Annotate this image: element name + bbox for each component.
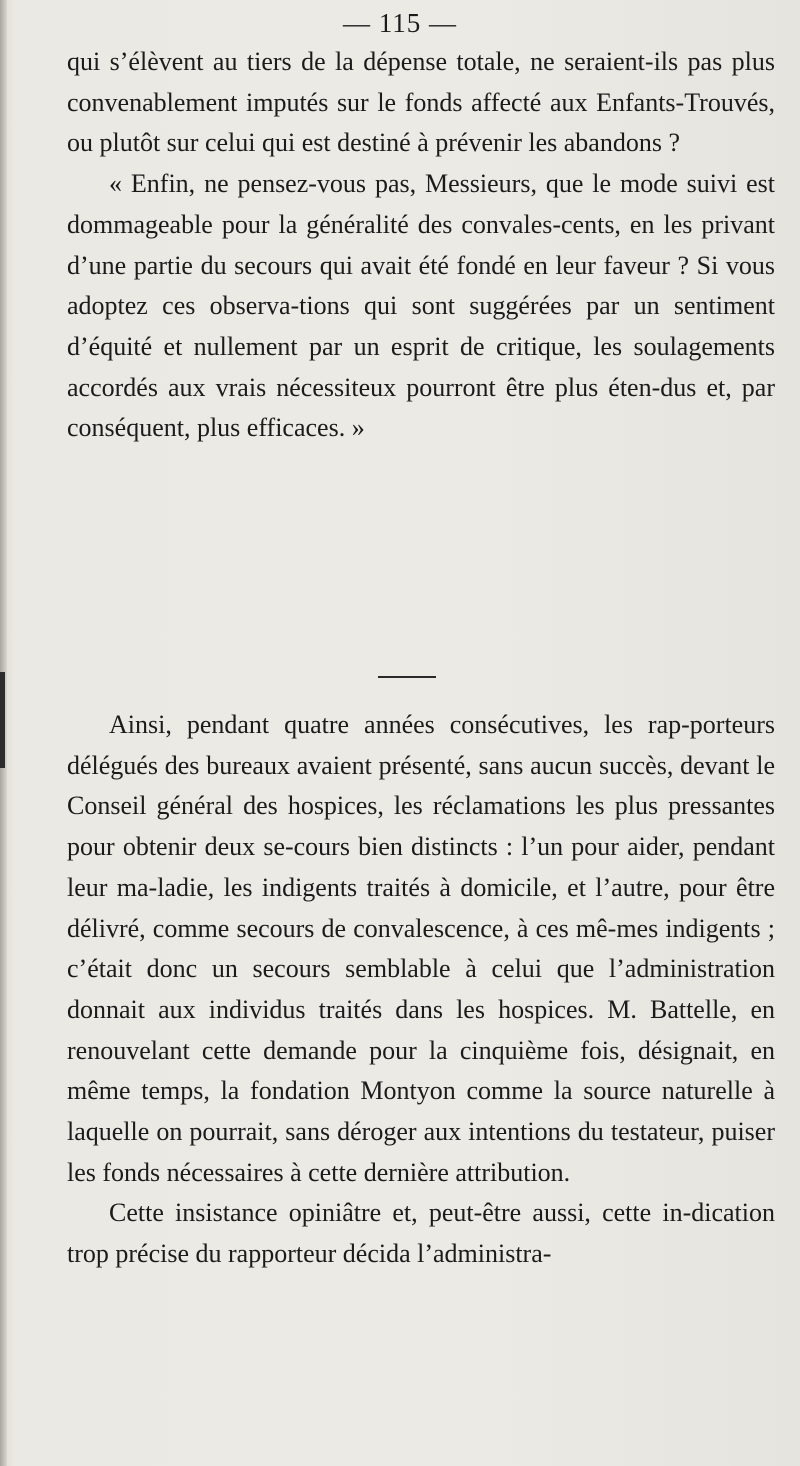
paragraph-continuation: qui s’élèvent au tiers de la dépense totale, ne seraient-ils pas plus convenablement imputés sur le fonds affecté aux Enfants-Trouvés, ou plutôt sur celui qui est destiné à prévenir les abandons ? [67,47,775,158]
page-number: — 115 — [343,8,457,38]
paragraph-cette-insistance: Cette insistance opiniâtre et, peut-être aussi, cette in-dication trop précise du rapporteur décida l’administra- [67,1198,775,1269]
text-block-top [67,42,775,449]
paragraph-quote: « Enfin, ne pensez-vous pas, Messieurs, que le mode suivi est dommageable pour la généralité des convales-cents, en les privant d’une partie du secours qui avait été fondé en leur faveur ? Si vous adoptez ces observa-tions qui sont suggérées par un sentiment d’équité et nullement par un esprit de critique, les soulagements accordés aux vrais nécessiteux pourront être plus éten-dus et, par conséquent, plus efficaces. » [67,169,775,443]
binding-shadow-mark [0,672,5,768]
paragraph-ainsi: Ainsi, pendant quatre années consécutives, les rap-porteurs délégués des bureaux avaient présenté, sans aucun succès, devant le Conseil général des hospices, les réclamations les plus pressantes pour obtenir deux se-cours bien distincts : l’un pour aider, pendant leur ma-ladie, les indigents traités à domicile, et l’autre, pour être délivré, comme secours de convalescence, à ces mê-mes indigents ; c’était donc un secours semblable à celui que l’administration donnait aux individus traités dans les hospices. M. Battelle, en renouvelant cette demande pour la cinquième fois, désignait, en même temps, la fondation Montyon comme la source naturelle à laquelle on pourrait, sans déroger aux intentions du testateur, puiser les fonds nécessaires à cette dernière attribution. [67,710,775,1187]
text-block-bottom [67,705,775,1275]
section-divider [378,676,436,678]
